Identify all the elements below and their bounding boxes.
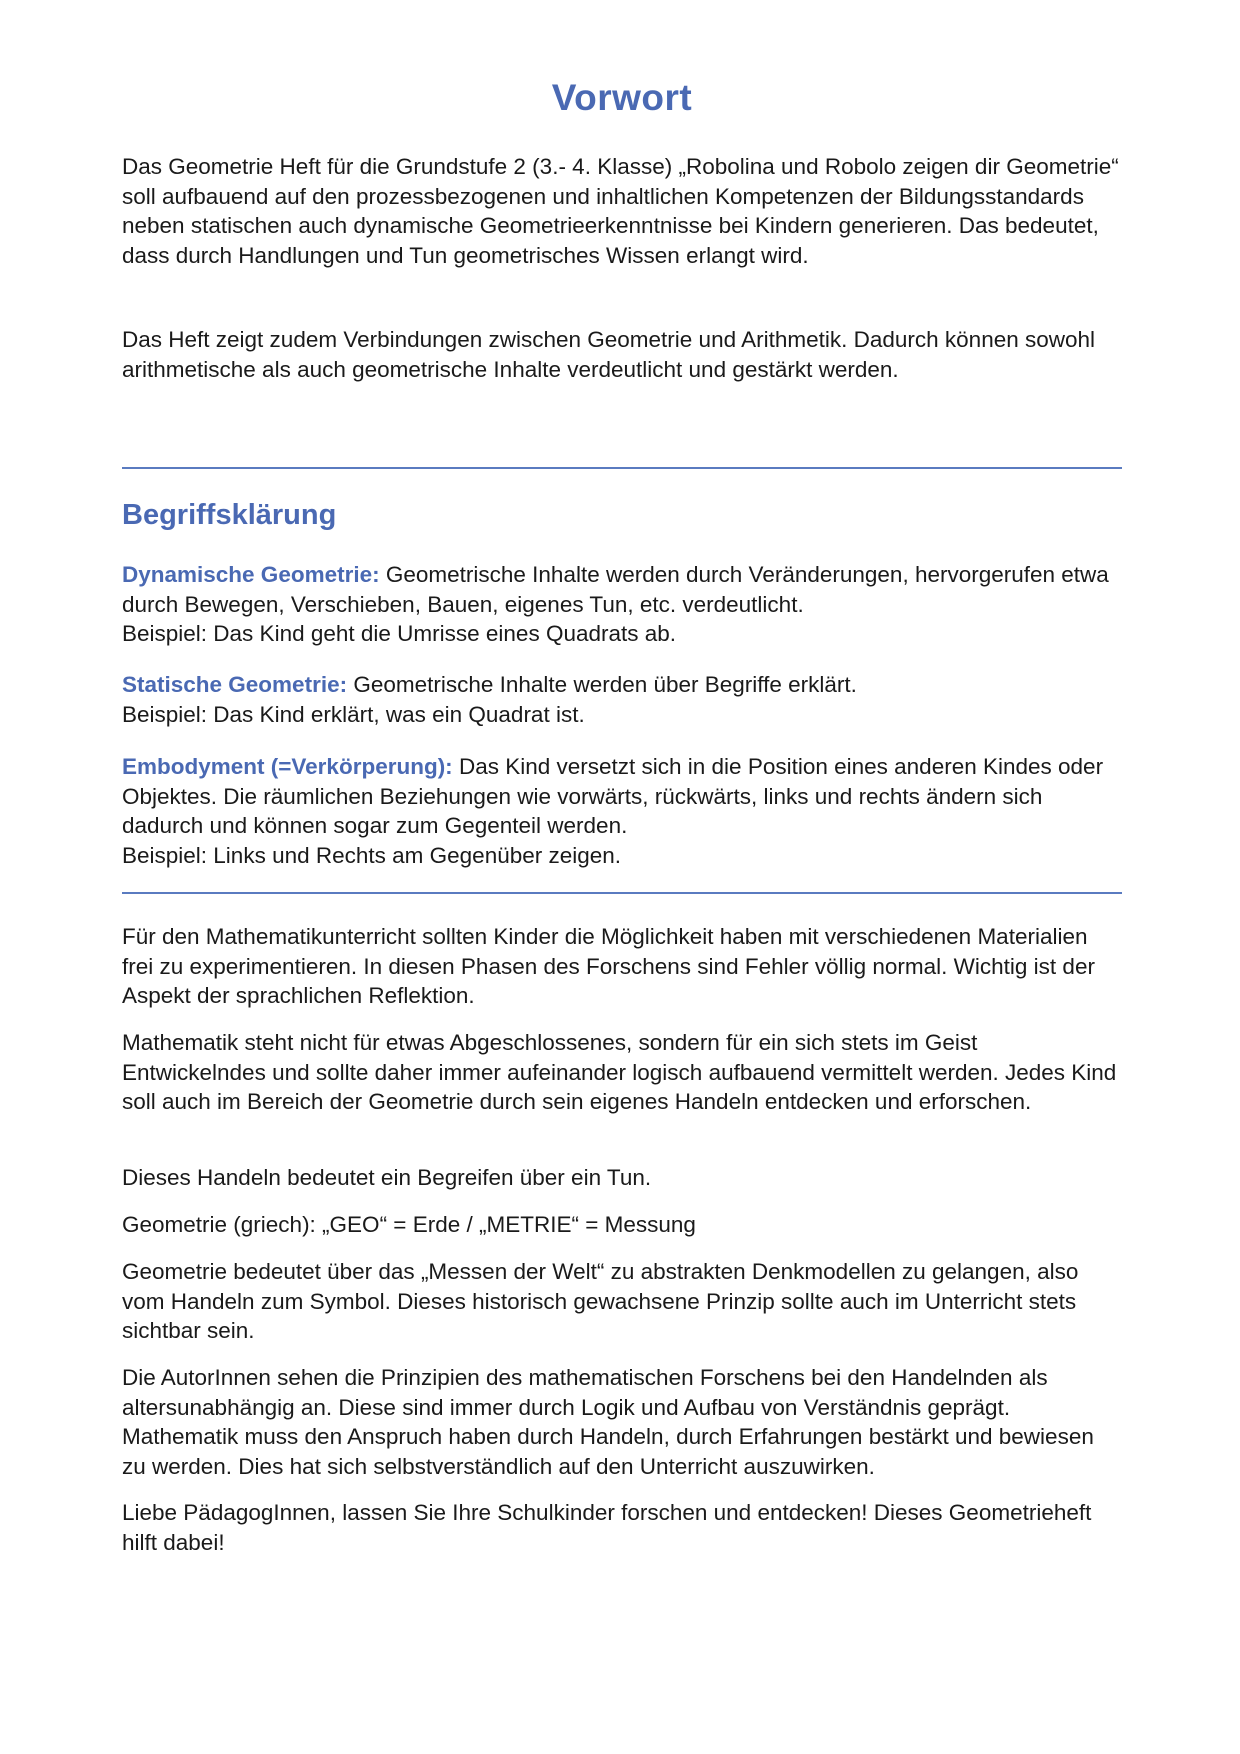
intro-text-1: Das Geometrie Heft für die Grundstufe 2 (3.- 4. Klasse) „Robolina und Robolo zeigen dir Geometrie“ soll aufbauend auf den prozessbezogenen und inhaltlichen Kompetenzen der Bildungsstandards neben statischen auch dynamische Geometrieerkenntnisse bei Kindern generieren. Das bedeutet, dass durch Handlungen und Tun geometrisches Wissen erlangt wird. — [122, 154, 1119, 268]
body-paragraph-2 — [122, 1028, 1122, 1117]
body-text-6: Die AutorInnen sehen die Prinzipien des mathematischen Forschens bei den Handelnden als altersunabhängig an. Diese sind immer durch Logik und Aufbau von Verständnis geprägt. Mathematik muss den Anspruch haben durch Handeln, durch Erfahrungen bestärkt und bewiesen zu werden. Dies hat sich selbstverständlich auf den Unterricht auszuwirken. — [122, 1365, 1094, 1479]
body-paragraph-7 — [122, 1498, 1122, 1557]
body-paragraph-1 — [122, 922, 1122, 1011]
body-paragraph-4 — [122, 1210, 1122, 1240]
section-divider-bottom — [122, 892, 1122, 894]
definition-dynamic — [122, 560, 1122, 649]
body-text-1: Für den Mathematikunterricht sollten Kinder die Möglichkeit haben mit verschiedenen Materialien frei zu experimentieren. In diesen Phasen des Forschens sind Fehler völlig normal. Wichtig ist der Aspekt der sprachlichen Reflektion. — [122, 924, 1095, 1008]
body-paragraph-3 — [122, 1163, 1122, 1193]
body-text-4: Geometrie (griech): „GEO“ = Erde / „METRIE“ = Messung — [122, 1212, 696, 1237]
body-text-3: Dieses Handeln bedeutet ein Begreifen über ein Tun. — [122, 1165, 652, 1190]
intro-text-2: Das Heft zeigt zudem Verbindungen zwischen Geometrie und Arithmetik. Dadurch können sowohl arithmetische als auch geometrische Inhalte verdeutlicht und gestärkt werden. — [122, 327, 1096, 382]
definition-text — [122, 670, 1122, 700]
intro-paragraph-2 — [122, 325, 1122, 384]
definition-term: Statische Geometrie: — [122, 672, 348, 697]
definition-body: Geometrische Inhalte werden über Begriffe erklärt. — [347, 672, 857, 697]
definition-static — [122, 670, 1122, 729]
definition-embodyment — [122, 752, 1122, 870]
definition-example: Beispiel: Das Kind erklärt, was ein Quadrat ist. — [122, 701, 585, 727]
page-title: Vorwort — [551, 77, 693, 118]
body-text-2: Mathematik steht nicht für etwas Abgeschlossenes, sondern für ein sich stets im Geist Entwickelndes und sollte daher immer aufeinander logisch aufbauend vermittelt werden. Jedes Kind soll auch im Bereich der Geometrie durch sein eigenes Handeln entdecken und erforschen. — [122, 1030, 1117, 1114]
body-paragraph-6 — [122, 1363, 1122, 1481]
definition-text — [122, 752, 1122, 841]
definition-term: Dynamische Geometrie: — [122, 562, 380, 587]
definition-body: Das Kind versetzt sich in die Position eines anderen Kindes oder Objektes. Die räumlichen Beziehungen wie vorwärts, rückwärts, links und rechts ändern sich dadurch und können sogar zum Gegenteil werden. — [122, 754, 1104, 838]
definition-example: Beispiel: Links und Rechts am Gegenüber zeigen. — [122, 842, 622, 868]
body-paragraph-5 — [122, 1257, 1122, 1346]
definition-body: Geometrische Inhalte werden durch Veränderungen, hervorgerufen etwa durch Bewegen, Verschieben, Bauen, eigenes Tun, etc. verdeutlicht. — [122, 562, 1109, 617]
intro-paragraph-1 — [122, 152, 1122, 270]
section-divider-top — [122, 467, 1122, 469]
section-heading: Begriffsklärung — [122, 499, 337, 531]
definition-term: Embodyment (=Verkörperung): — [122, 754, 453, 779]
definition-example: Beispiel: Das Kind geht die Umrisse eines Quadrats ab. — [122, 621, 677, 646]
body-text-7: Liebe PädagogInnen, lassen Sie Ihre Schulkinder forschen und entdecken! Dieses Geometrieheft hilft dabei! — [122, 1500, 1092, 1555]
body-text-5: Geometrie bedeutet über das „Messen der Welt“ zu abstrakten Denkmodellen zu gelangen, also vom Handeln zum Symbol. Dieses historisch gewachsene Prinzip sollte auch im Unterricht stets sichtbar sein. — [122, 1259, 1079, 1343]
definition-text — [122, 560, 1122, 619]
